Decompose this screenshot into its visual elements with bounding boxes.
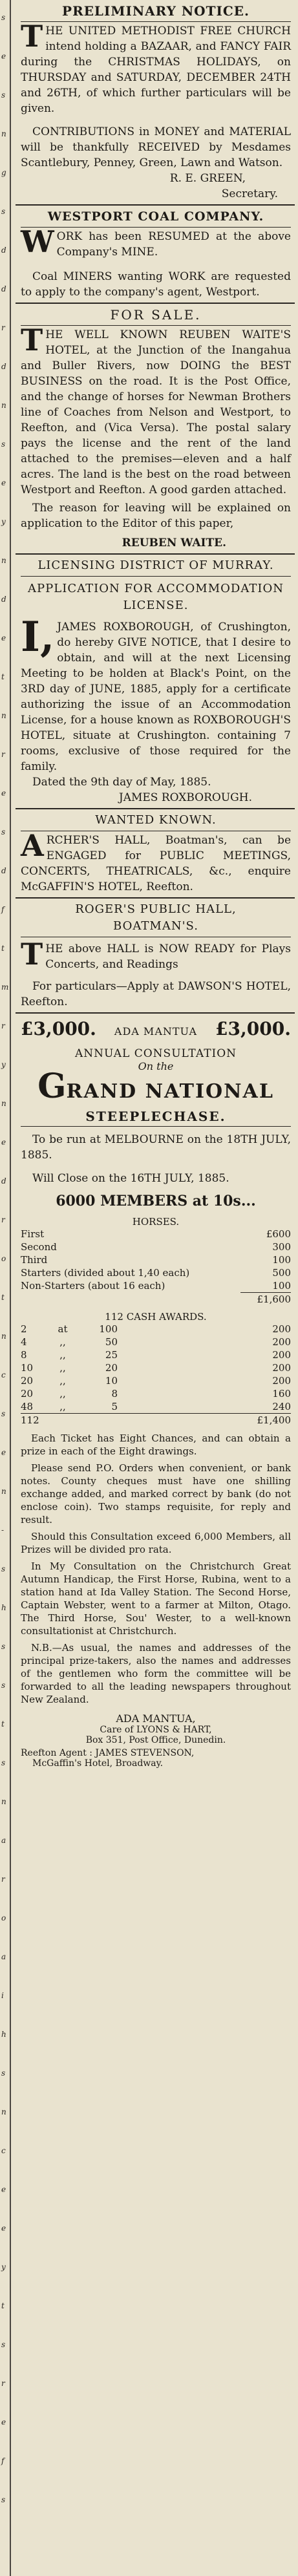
signature-title: Secretary. <box>221 187 278 200</box>
edge-fragment: r <box>1 1215 5 1224</box>
cash-each: 100 <box>99 1323 118 1335</box>
horses-row <box>21 1228 291 1240</box>
wanted-known-ad <box>16 811 295 895</box>
signature: JAMES ROXBOROUGH. <box>118 791 252 804</box>
edge-fragment: d <box>1 362 6 371</box>
paragraph-results: In My Consultation on the Christchurch Great Autumn Handicap, the First Horse, Rubina, went to a station hand at Ida Valley Station. The Second Horse, Captain Webster, went to a farmer at Milton, Otago. The Third Horse, Sou' Wester, to a well-known consultationist at Christchurch. <box>21 1560 291 1637</box>
reefton-agent: Reefton Agent : JAMES STEVENSON, <box>21 1748 195 1758</box>
miners-text: Coal MINERS wanting WORK are requested to apply to the company's agent, Westport. <box>21 270 291 299</box>
paragraph-pro-rata: Should this Consultation exceed 6,000 Members, all Prizes will be divided pro rata. <box>21 1531 291 1555</box>
cash-awards-table <box>21 1323 291 1413</box>
cash-at: ,, <box>59 1401 66 1412</box>
edge-fragment: n <box>1 1487 6 1496</box>
drop-cap: T <box>21 323 43 357</box>
cash-total: 240 <box>272 1401 291 1412</box>
horses-heading: HORSES. <box>132 1216 180 1228</box>
edge-fragment: c <box>1 1370 6 1379</box>
cash-at: ,, <box>59 1375 66 1387</box>
dated-text: Dated the 9th day of May, 1885. <box>32 776 211 789</box>
edge-fragment: y <box>1 1060 6 1069</box>
cash-at: ,, <box>59 1336 66 1348</box>
cash-count: 48 <box>21 1401 34 1412</box>
horse-amount: £600 <box>266 1228 291 1240</box>
cash-each: 25 <box>105 1349 118 1361</box>
ad-body: THE UNITED METHODIST FREE CHURCH intend holding a BAZAAR, and FANCY FAIR during the CHRISTMAS HOLIDAYS, on THURSDAY and SATURDAY, DECEMBER 24TH and 26TH, of which further particulars will be given. <box>21 19 291 115</box>
signature-name: R. E. GREEN, <box>169 172 246 185</box>
cash-total: 200 <box>272 1349 291 1361</box>
edge-fragment: e <box>1 789 6 798</box>
edge-fragment: h <box>1 1603 6 1612</box>
edge-fragment: d <box>1 595 6 604</box>
cash-total: 200 <box>272 1323 291 1335</box>
preliminary-notice-ad <box>16 0 295 202</box>
horse-label: Third <box>21 1254 48 1266</box>
edge-fragment: s <box>1 827 6 836</box>
edge-fragment: n <box>1 556 6 565</box>
edge-fragment: o <box>1 1254 6 1263</box>
steeplechase-title: STEEPLECHASE. <box>85 1109 226 1124</box>
cash-row <box>21 1400 291 1413</box>
horse-label: Starters (divided about 1,40 each) <box>21 1267 190 1279</box>
horses-row <box>21 1279 291 1292</box>
edge-fragment: s <box>1 1681 6 1690</box>
edge-fragment: t <box>1 1719 5 1729</box>
edge-fragment: d <box>1 284 6 293</box>
edge-fragment: r <box>1 2379 5 2388</box>
signature: REUBEN WAITE. <box>122 537 226 549</box>
cash-count: 2 <box>21 1323 27 1335</box>
cash-total: 200 <box>272 1362 291 1374</box>
edge-fragment: n <box>1 711 6 720</box>
edge-fragment: s <box>1 1642 6 1651</box>
column-rule <box>10 0 11 2576</box>
on-the-text: On the <box>138 1060 174 1072</box>
edge-fragment: s <box>1 13 6 22</box>
cash-count: 10 <box>21 1362 34 1374</box>
cash-count: 4 <box>21 1336 27 1348</box>
cash-row <box>21 1348 291 1361</box>
edge-fragment: n <box>1 1797 6 1806</box>
cash-each: 20 <box>105 1362 118 1374</box>
close-text: Will Close on the 16TH JULY, 1885. <box>32 1172 229 1185</box>
edge-fragment: r <box>1 1021 5 1030</box>
signature-address-2: Box 351, Post Office, Dunedin. <box>85 1735 226 1745</box>
right-amount: £3,000. <box>215 1018 291 1039</box>
horses-row <box>21 1253 291 1266</box>
drop-cap: T <box>21 937 43 972</box>
cash-row <box>21 1336 291 1348</box>
reefton-agent-address: McGaffin's Hotel, Broadway. <box>32 1758 164 1769</box>
prize-banner <box>21 1016 291 1045</box>
cash-row <box>21 1323 291 1336</box>
ad-title: FOR SALE. <box>110 307 202 323</box>
drop-cap: T <box>21 19 43 54</box>
licensing-ad <box>16 556 295 805</box>
advertisement-column <box>16 0 295 1769</box>
horse-label: Non-Starters (about 16 each) <box>21 1280 165 1292</box>
edge-fragment: c <box>1 2146 6 2155</box>
ad-title: WANTED KNOWN. <box>95 813 217 827</box>
edge-fragment: y <box>1 517 6 526</box>
ad-heading: APPLICATION FOR ACCOMMODATION LICENSE. <box>28 582 284 612</box>
edge-fragment: e <box>1 2224 6 2233</box>
cash-row <box>21 1387 291 1400</box>
cash-total-row: 112 £1,400 <box>21 1414 291 1426</box>
contributions-text: CONTRIBUTIONS in MONEY and MATERIAL will be thankfully RECEIVED by Mesdames Scantlebury, Penney, Green, Lawn and Watson. <box>21 125 291 169</box>
for-sale-ad <box>16 305 295 551</box>
horse-amount: 100 <box>272 1280 291 1292</box>
edge-fragment: y <box>1 2262 6 2272</box>
edge-fragment: e <box>1 478 6 487</box>
ad-body: I, JAMES ROXBOROUGH, of Crushington, do hereby GIVE NOTICE, that I desire to obtain, and will at the next Licensing Meeting to be holden at Black's Point, on the 3RD day of JUNE, 1885, apply for a certificate authorizing the issue of an Accommodation License, for a house known as ROXBOROUGH'S HOTEL, situate at Crushington. containing 7 rooms, exclusive of those required for the family. <box>21 613 291 773</box>
ad-body: ARCHER'S HALL, Boatman's, can be ENGAGED for PUBLIC MEETINGS, CONCERTS, THEATRICALS, &c., enquire McGAFFIN'S HOTEL, Reefton. <box>21 828 291 893</box>
edge-fragment: e <box>1 2185 6 2194</box>
edge-fragment: n <box>1 2107 6 2116</box>
edge-fragment: f <box>1 2456 5 2465</box>
ad-body: THE WELL KNOWN REUBEN WAITE'S HOTEL, at the Junction of the Inangahua and Buller Rivers, now DOING the BEST BUSINESS on the road. It is the Post Office, and the change of horses for Newman Brothers line of Coaches from Nelson and Westport, to Reefton, and (Vica Versa). The postal salary pays the license and the rent of the land attached to the premises—eleven and a half acres. The land is the best on the road between Westport and Reefton. A good garden attached. <box>21 323 291 496</box>
horse-amount: 100 <box>272 1254 291 1266</box>
signature-name: ADA MANTUA, <box>116 1712 196 1725</box>
cash-count: 20 <box>21 1375 34 1387</box>
edge-fragment: s <box>1 2495 6 2504</box>
cash-total: 200 <box>272 1375 291 1387</box>
horses-table <box>21 1228 291 1292</box>
edge-fragment: s <box>1 207 6 216</box>
ad-title: WESTPORT COAL COMPANY. <box>47 209 264 224</box>
edge-fragment: i <box>1 1991 4 2000</box>
edge-fragment: e <box>1 1448 6 1457</box>
cash-row <box>21 1374 291 1387</box>
edge-fragment: s <box>1 90 6 100</box>
edge-fragment: s <box>1 1409 6 1418</box>
edge-fragment: e <box>1 52 6 61</box>
horses-row <box>21 1266 291 1279</box>
horse-label: First <box>21 1228 45 1240</box>
cash-each: 10 <box>105 1375 118 1387</box>
edge-fragment: r <box>1 323 5 332</box>
edge-fragment: d <box>1 246 6 255</box>
horses-row <box>21 1240 291 1253</box>
edge-fragment: e <box>1 633 6 643</box>
grand-cap: G <box>37 1067 67 1106</box>
edge-fragment: a <box>1 1836 6 1845</box>
run-at-text: To be run at MELBOURNE on the 18TH JULY, 1885. <box>21 1133 291 1162</box>
edge-fragment: m <box>1 983 9 992</box>
edge-fragment: s <box>1 440 6 449</box>
signature-address-1: Care of LYONS & HART, <box>100 1725 212 1735</box>
cash-count: 8 <box>21 1349 27 1361</box>
edge-fragment: r <box>1 750 5 759</box>
cash-heading: 112 CASH AWARDS. <box>105 1311 207 1323</box>
ad-body: THE above HALL is NOW READY for Plays Concerts, and Readings <box>21 937 291 972</box>
cash-at: ,, <box>59 1349 66 1361</box>
edge-fragment: n <box>1 129 6 138</box>
edge-fragment: d <box>1 1176 6 1186</box>
edge-fragment: t <box>1 944 5 953</box>
edge-fragment: g <box>1 168 6 177</box>
cash-at: ,, <box>59 1362 66 1374</box>
cash-count: 20 <box>21 1388 34 1400</box>
ad-title: LICENSING DISTRICT OF MURRAY. <box>37 559 274 572</box>
left-amount: £3,000. <box>21 1018 96 1039</box>
consultation-ad <box>16 1015 295 1769</box>
edge-fragment: - <box>1 1526 5 1535</box>
edge-fragment: a <box>1 1952 6 1961</box>
cash-each: 5 <box>111 1401 118 1412</box>
edge-fragment: h <box>1 2030 6 2039</box>
edge-fragment: e <box>1 1138 6 1147</box>
edge-fragment: o <box>1 1913 6 1922</box>
drop-cap: W <box>21 224 54 259</box>
edge-fragment: n <box>1 1332 6 1341</box>
edge-fragment: r <box>1 1875 5 1884</box>
westport-coal-ad <box>16 207 295 300</box>
paragraph-orders: Please send P.O. Orders when convenient, or bank notes. County cheques must have one shilling exchange added, and marked correct by bank (do not enclose coin). Two stamps requisite, for reply and result. <box>21 1462 291 1526</box>
drop-cap: I, <box>21 613 55 661</box>
edge-fragment: e <box>1 2418 6 2427</box>
grand-national-title: GRAND NATIONAL <box>37 1067 274 1106</box>
apply-text: For particulars—Apply at DAWSON'S HOTEL, Reefton. <box>21 980 291 1008</box>
horse-amount: 500 <box>272 1267 291 1279</box>
ad-title: PRELIMINARY NOTICE. <box>62 3 250 19</box>
edge-fragment: f <box>1 905 5 914</box>
edge-fragment: s <box>1 1758 6 1767</box>
edge-fragment: d <box>1 866 6 875</box>
edge-fragment: t <box>1 2301 5 2310</box>
ad-title: ROGER'S PUBLIC HALL, <box>75 902 237 916</box>
cash-each: 8 <box>111 1388 118 1400</box>
members-banner: 6000 MEMBERS at 10s... <box>56 1193 256 1209</box>
edge-fragment: s <box>1 2340 6 2349</box>
paragraph-tickets: Each Ticket has Eight Chances, and can obtain a prize in each of the Eight drawings. <box>21 1432 291 1457</box>
edge-fragment: t <box>1 1293 5 1302</box>
cash-total: 160 <box>272 1388 291 1400</box>
drop-cap: A <box>21 828 44 863</box>
annual-heading: ANNUAL CONSULTATION <box>74 1047 237 1060</box>
horse-label: Second <box>21 1241 57 1253</box>
edge-fragment: s <box>1 1564 6 1573</box>
ad-subtitle: BOATMAN'S. <box>113 919 198 933</box>
edge-fragment: t <box>1 672 5 681</box>
cash-row <box>21 1361 291 1374</box>
cash-each: 50 <box>105 1336 118 1348</box>
horses-total-row: £1,600 <box>240 1292 291 1306</box>
paragraph-nb: N.B.—As usual, the names and addresses of the principal prize-takers, also the names and addresses of the gentlemen who form the committee will be forwarded to all the leading newspapers throughout New Zealand. <box>21 1642 291 1705</box>
horse-amount: 300 <box>272 1241 291 1253</box>
cash-at: at <box>58 1323 68 1335</box>
left-column-edge <box>0 0 14 2576</box>
edge-fragment: n <box>1 401 6 410</box>
edge-fragment: n <box>1 1099 6 1108</box>
ad-body: WORK has been RESUMED at the above Company's MINE. <box>21 224 291 259</box>
cash-at: ,, <box>59 1388 66 1400</box>
banner-name: ADA MANTUA <box>114 1025 198 1038</box>
reason-text: The reason for leaving will be explained on application to the Editor of this paper, <box>21 502 291 530</box>
rogers-hall-ad <box>16 900 295 1010</box>
cash-total: 200 <box>272 1336 291 1348</box>
edge-fragment: s <box>1 2069 6 2078</box>
